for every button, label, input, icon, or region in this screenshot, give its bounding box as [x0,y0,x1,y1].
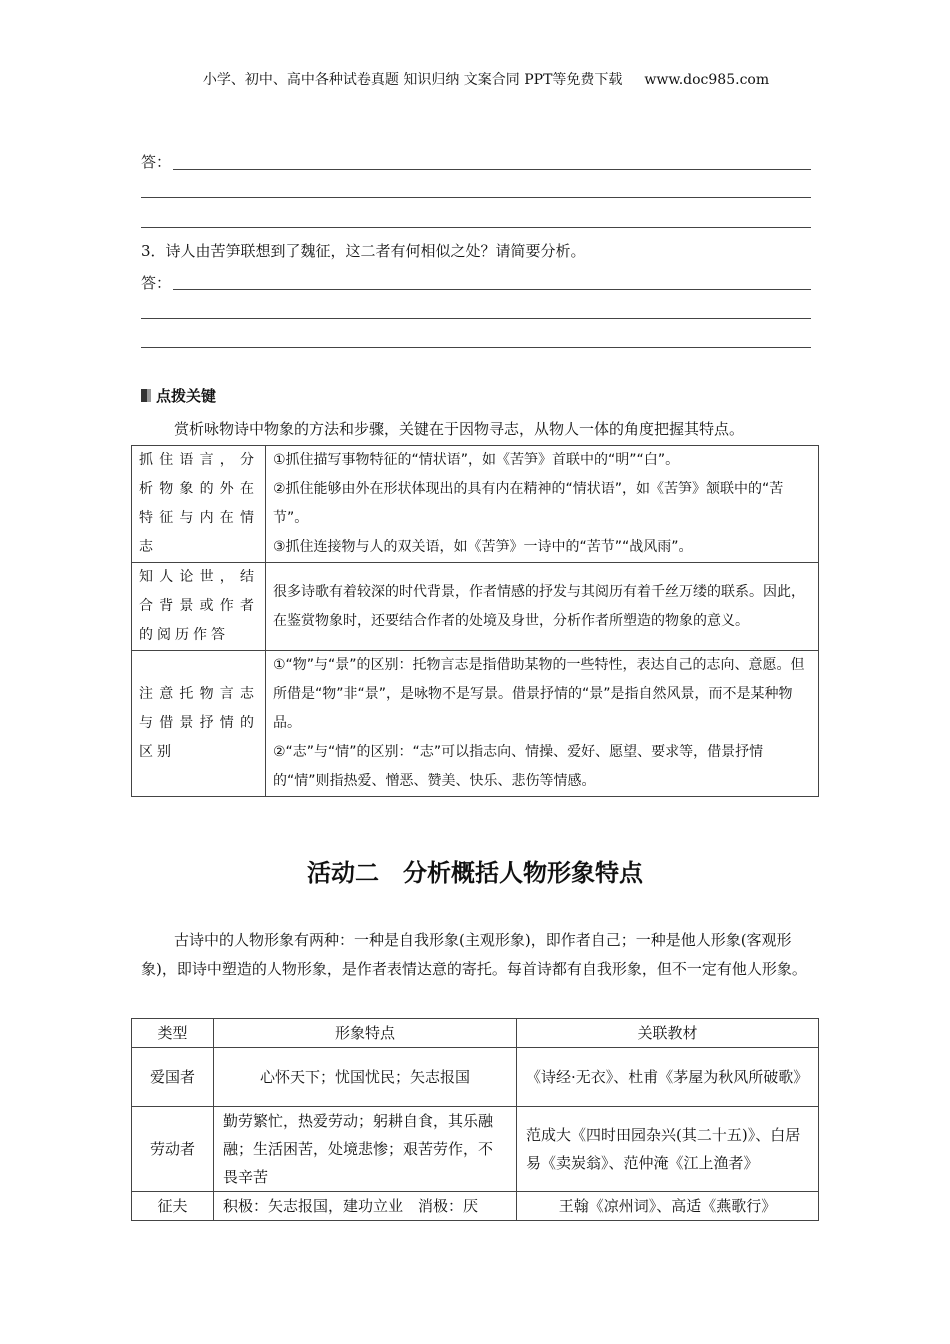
header-site: www.doc985.com [644,72,770,88]
answer-label: 答： [141,274,172,292]
activity-title: 活动二 分析概括人物形象特点 [307,859,643,887]
answer-line [141,197,811,198]
table-row [132,446,819,563]
column-header: 形象特点 [214,1019,517,1048]
table-row [132,1192,819,1221]
cell-type: 征夫 [132,1192,214,1221]
tip-content: ①抓住描写事物特征的“情状语”，如《苦笋》首联中的“明”“白”。 ②抓住能够由外在形状体现出的具有内在精神的“情状语”，如《苦笋》颔联中的“苦节”。 ③抓住连接物与人的双关语，如《苦笋》一诗中的“苦节”“战风雨”。 [266,446,819,563]
cell-texts: 王翰《凉州词》、高适《燕歌行》 [517,1192,819,1221]
tip-key: 注意托物言志与借景抒情的区别 [132,651,266,797]
tip-content: ①“物”与“景”的区别：托物言志是指借助某物的一些特性，表达自己的志向、意愿。但所借是“物”非“景”，是咏物不是写景。借景抒情的“景”是指自然风景，而不是某种物品。 ②“志”与“情”的区别：“志”可以指志向、情操、爱好、愿望、要求等，借景抒情的“情”则指热爱、憎恶、赞美、快乐、悲伤等情感。 [266,651,819,797]
question-3: 3．诗人由苦笋联想到了魏征，这二者有何相似之处？请简要分析。 [141,242,586,260]
cell-texts: 范成大《四时田园杂兴(其二十五)》、白居易《卖炭翁》、范仲淹《江上渔者》 [517,1107,819,1192]
table-header-row [132,1019,819,1048]
answer-line [141,347,811,348]
table-row [132,651,819,797]
answer-line [173,169,811,170]
activity-paragraph: 古诗中的人物形象有两种：一种是自我形象(主观形象)，即作者自己；一种是他人形象(客观形象)，即诗中塑造的人物形象，是作者表情达意的寄托。每首诗都有自我形象，但不一定有他人形象。 [141,931,807,978]
column-header: 类型 [132,1019,214,1048]
header-text: 小学、初中、高中各种试卷真题 知识归纳 文案合同 PPT等免费下载 [202,72,623,88]
section-marker-icon [141,389,151,402]
table-row [132,1048,819,1107]
answer-line [173,289,811,290]
tip-key: 知人论世，结合背景或作者的阅历作答 [132,563,266,651]
answer-line [141,227,811,228]
table-row [132,1107,819,1192]
tips-table [131,445,819,797]
page-header [0,69,950,89]
tip-content: 很多诗歌有着较深的时代背景，作者情感的抒发与其阅历有着千丝万缕的联系。因此，在鉴赏物象时，还要结合作者的处境及身世，分析作者所塑造的物象的意义。 [266,563,819,651]
column-header: 关联教材 [517,1019,819,1048]
cell-traits: 积极：矢志报国，建功立业 消极：厌 [214,1192,517,1221]
cell-type: 爱国者 [132,1048,214,1107]
cell-texts: 《诗经·无衣》、杜甫《茅屋为秋风所破歌》 [517,1048,819,1107]
cell-traits: 勤劳繁忙，热爱劳动；躬耕自食，其乐融融；生活困苦，处境悲惨；艰苦劳作，不畏辛苦 [214,1107,517,1192]
answer-line [141,318,811,319]
tip-key: 抓住语言，分析物象的外在特征与内在情志 [132,446,266,563]
section-heading: 点拨关键 [141,385,216,406]
cell-traits: 心怀天下；忧国忧民；矢志报国 [214,1048,517,1107]
cell-type: 劳动者 [132,1107,214,1192]
character-table [131,1018,819,1221]
answer-label: 答： [141,153,172,171]
table-row [132,563,819,651]
section-intro: 赏析咏物诗中物象的方法和步骤，关键在于因物寻志，从物人一体的角度把握其特点。 [174,420,745,438]
